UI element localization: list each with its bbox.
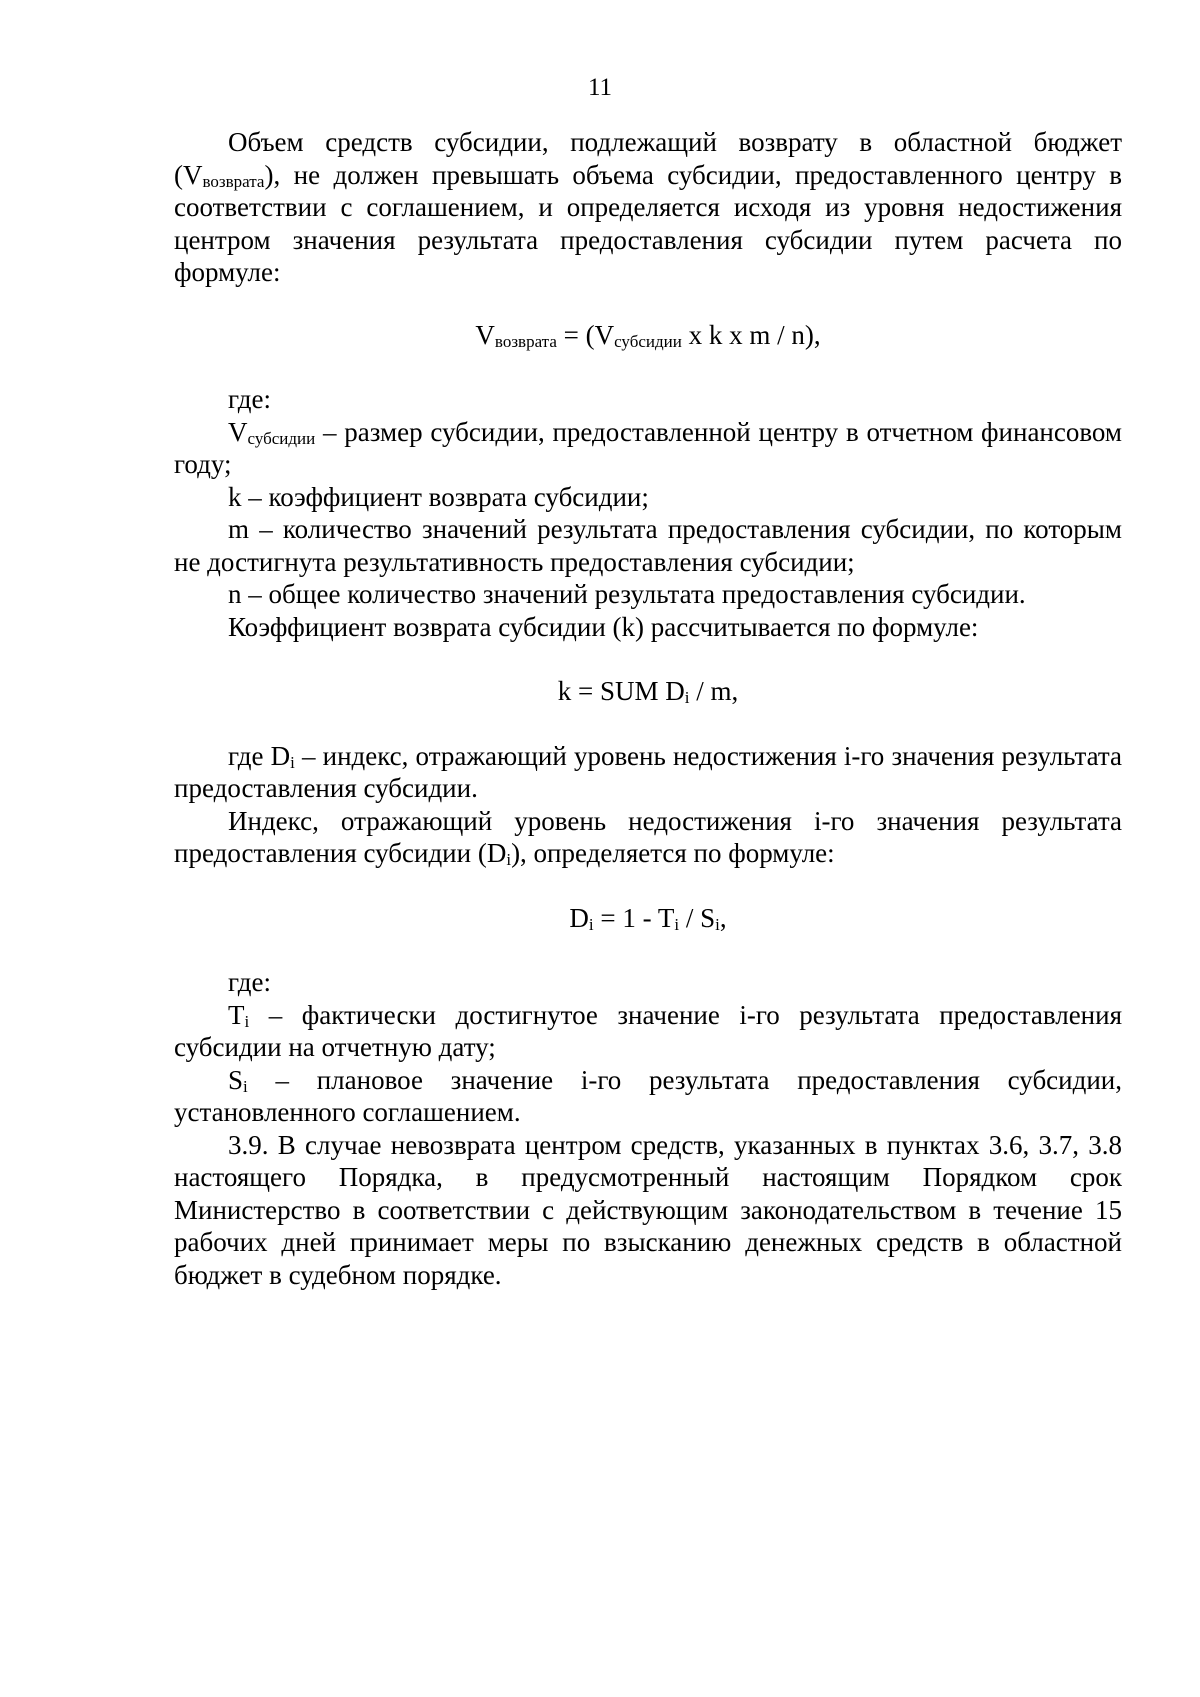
formula-symbol: V (475, 319, 495, 350)
formula-text: = 1 - T (593, 902, 675, 933)
document-body (174, 126, 1122, 1291)
formula-k (174, 675, 1122, 708)
formula-di (174, 902, 1122, 935)
formula-refund (174, 319, 1122, 352)
definition-m: m – количество значений результата предоставления субсидии, по которым не достигнута результативность предоставления субсидии; (174, 514, 1122, 577)
formula-text: = (V (556, 319, 615, 350)
subscript: возврата (494, 331, 557, 351)
subscript: субсидии (247, 428, 316, 448)
symbol: S (228, 1064, 244, 1095)
k-intro: Коэффициент возврата субсидии (k) рассчитывается по формуле: (228, 611, 979, 642)
paragraph-refund-volume (174, 126, 1122, 289)
symbol: V (228, 416, 248, 447)
subscript: i (243, 1076, 248, 1096)
definition-n: n – общее количество значений результата предоставления субсидии. (228, 579, 1026, 609)
definition-di (174, 740, 1122, 805)
subscript: i (674, 914, 680, 934)
text: – плановое значение i-го результата предоставления субсидии, установленного соглашением. (174, 1064, 1122, 1127)
formula-text: , (719, 902, 727, 933)
where-label: где: (228, 967, 271, 997)
subscript: i (684, 688, 690, 707)
page-number: 11 (587, 74, 613, 101)
di-intro (174, 805, 1122, 870)
where-label: где: (228, 384, 271, 414)
text: ), не должен превышать объема субсидии, предоставленного центру в соответствии с соглашением, и определяется исходя из уровня недостижения центром значения результата предоставления субсидии путем расчета по формуле: (174, 159, 1122, 287)
text: где D (228, 740, 291, 771)
subscript: i (715, 914, 720, 934)
text: – размер субсидии, предоставленной центру в отчетном финансовом году; (174, 416, 1122, 479)
symbol: T (228, 999, 245, 1030)
formula-text: / m, (689, 676, 739, 706)
subscript: i (290, 752, 295, 772)
definition-si (174, 1064, 1122, 1129)
text: – индекс, отражающий уровень недостижения i-го значения результата предоставления субсидии. (174, 740, 1122, 803)
text: ), определяется по формуле: (511, 838, 835, 868)
formula-text: k = SUM D (557, 676, 685, 706)
subscript: возврата (202, 171, 265, 191)
definition-ti (174, 999, 1122, 1064)
paragraph-3-9: 3.9. В случае невозврата центром средств, указанных в пунктах 3.6, 3.7, 3.8 настоящего Порядка, в предусмотренный настоящим Порядком срок Министерство в соответствии с действующим законодательством в течение 15 рабочих дней принимает меры по взысканию денежных средств в областной бюджет в судебном порядке. (174, 1129, 1122, 1290)
subscript: i (506, 850, 512, 869)
subscript: субсидии (614, 331, 682, 351)
subscript: i (588, 914, 594, 934)
text: Объем средств субсидии, подлежащий возврату в областной бюджет (V (174, 127, 1122, 190)
text: Индекс, отражающий уровень недостижения i-го значения результата предоставления субсидии (D (174, 805, 1122, 868)
formula-text: D (569, 902, 589, 933)
subscript: i (244, 1011, 250, 1031)
formula-text: x k x m / n), (681, 319, 821, 350)
text: – фактически достигнутое значение i-го результата предоставления субсидии на отчетную дату; (174, 999, 1122, 1062)
formula-text: / S (679, 902, 716, 933)
definition-v-subsidy (174, 416, 1122, 481)
definition-k: k – коэффициент возврата субсидии; (228, 481, 649, 512)
